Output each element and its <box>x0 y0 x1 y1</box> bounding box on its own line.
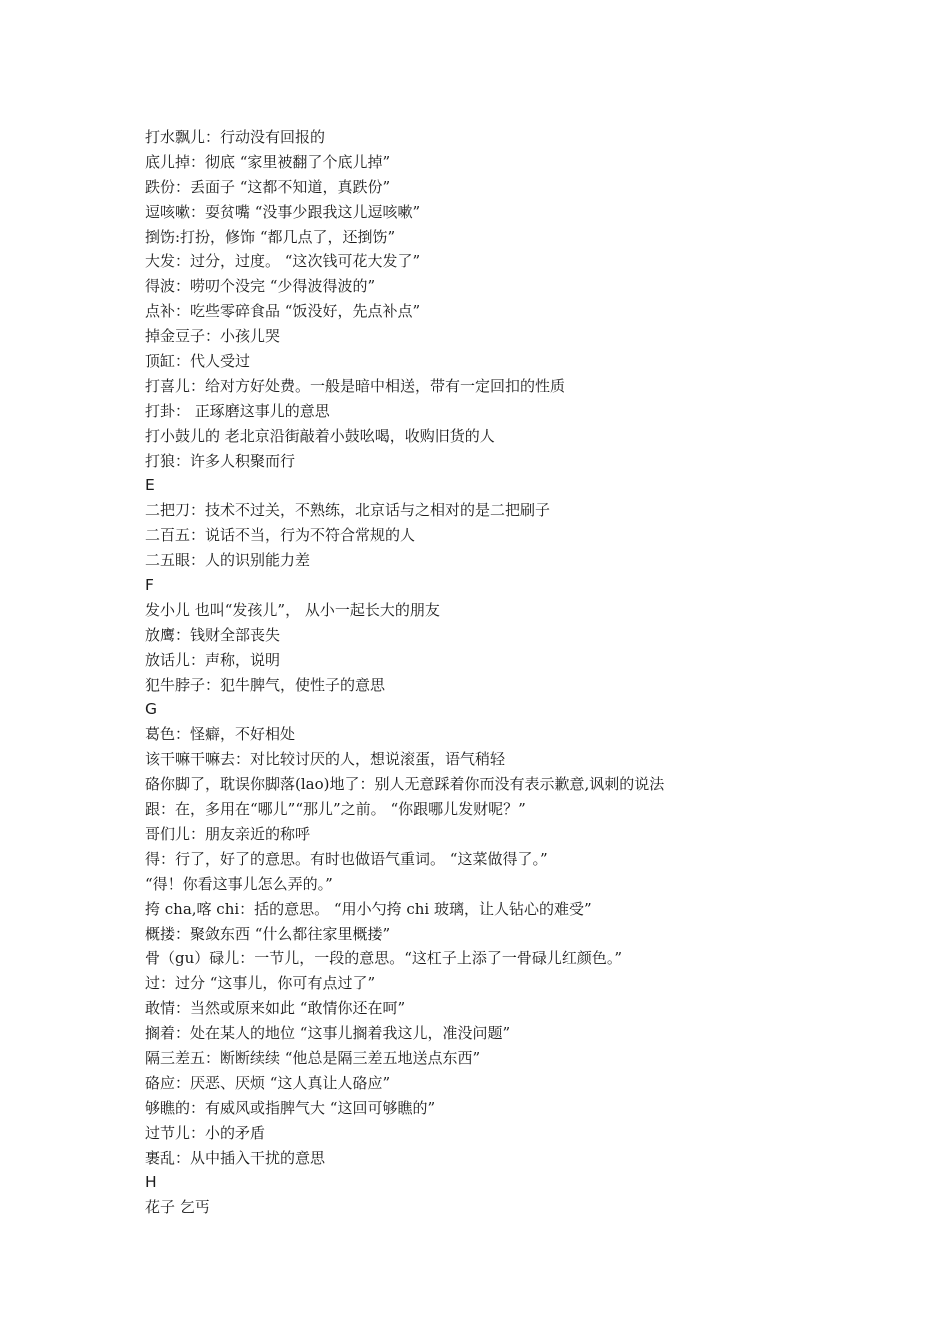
glossary-entry: 打卦： 正琢磨这事儿的意思 <box>145 401 330 420</box>
glossary-entry: 打喜儿：给对方好处费。一般是暗中相送，带有一定回扣的性质 <box>145 376 566 395</box>
glossary-entry: 哥们儿：朋友亲近的称呼 <box>145 824 311 843</box>
glossary-entry: 发小儿 也叫“发孩儿”， 从小一起长大的朋友 <box>145 600 440 619</box>
glossary-entry: 过节儿：小的矛盾 <box>145 1123 266 1142</box>
glossary-entry: 骨（gu）碌儿：一节儿，一段的意思。“这杠子上添了一骨碌儿红颜色。” <box>145 949 623 968</box>
glossary-entry: 二百五：说话不当，行为不符合常规的人 <box>145 526 416 545</box>
glossary-entry: 搁着：处在某人的地位 “这事儿搁着我这儿，准没问题” <box>145 1024 511 1043</box>
glossary-entry: 底儿掉：彻底 “家里被翻了个底儿掉” <box>145 152 391 171</box>
glossary-entry: 硌应：厌恶、厌烦 “这人真让人硌应” <box>145 1073 391 1092</box>
glossary-entry: 打水飘儿：行动没有回报的 <box>145 128 326 146</box>
glossary-entry: 捯饬:打扮，修饰 “都几点了，还捯饬” <box>145 227 396 246</box>
glossary-entry: 二五眼：人的识别能力差 <box>145 551 311 570</box>
glossary-entry: 裹乱：从中插入干扰的意思 <box>145 1148 326 1167</box>
glossary-entry: 跟：在，多用在“哪儿”“那儿”之前。 “你跟哪儿发财呢？” <box>145 800 526 819</box>
section-letter: E <box>145 476 155 495</box>
glossary-entry: 打狼：许多人积聚而行 <box>145 451 296 470</box>
glossary-entry: 花子 乞丐 <box>145 1198 210 1217</box>
glossary-entry: 得：行了，好了的意思。有时也做语气重词。 “这菜做得了。” <box>145 849 548 868</box>
glossary-entry: 打小鼓儿的 老北京沿街敲着小鼓吆喝，收购旧货的人 <box>145 426 495 445</box>
glossary-entry: 放话儿：声称，说明 <box>145 650 281 669</box>
glossary-entry: 顶缸：代人受过 <box>145 352 251 371</box>
glossary-entry: 概搂：聚敛东西 “什么都往家里概搂” <box>145 924 391 943</box>
glossary-entry: 过：过分 “这事儿，你可有点过了” <box>145 974 376 993</box>
glossary-entry: 硌你脚了，耽误你脚落(lao)地了：别人无意踩着你而没有表示歉意,讽刺的说法 <box>145 775 665 794</box>
glossary-entry: 大发：过分，过度。 “这次钱可花大发了” <box>145 252 421 271</box>
section-letter: G <box>145 700 158 719</box>
glossary-entry: 点补：吃些零碎食品 “饭没好，先点补点” <box>145 302 421 321</box>
glossary-entry: 跌份：丢面子 “这都不知道，真跌份” <box>145 177 391 196</box>
glossary-entry: 挎 cha,喀 chi：括的意思。 “用小勺挎 chi 玻璃，让人钻心的难受” <box>145 899 592 918</box>
glossary-entry: 隔三差五：断断续续 “他总是隔三差五地送点东西” <box>145 1048 481 1067</box>
glossary-entry: 逗咳嗽：耍贫嘴 “没事少跟我这儿逗咳嗽” <box>145 202 421 221</box>
glossary-entry: 得波：唠叨个没完 “少得波得波的” <box>145 277 376 296</box>
glossary-entry: 该干嘛干嘛去：对比较讨厌的人，想说滚蛋，语气稍轻 <box>145 750 506 769</box>
glossary-entry: 二把刀：技术不过关，不熟练，北京话与之相对的是二把刷子 <box>145 501 551 520</box>
section-letter: H <box>145 1173 157 1192</box>
glossary-entry: 掉金豆子：小孩儿哭 <box>145 327 281 346</box>
glossary-entry: 葛色：怪癖，不好相处 <box>145 725 296 744</box>
glossary-entry: 犯牛脖子：犯牛脾气，使性子的意思 <box>145 675 386 694</box>
glossary-entry: 够瞧的：有威风或指脾气大 “这回可够瞧的” <box>145 1098 436 1117</box>
section-letter: F <box>145 576 154 595</box>
glossary-entry: 敢情：当然或原来如此 “敢情你还在呵” <box>145 999 406 1018</box>
glossary-entry: “得！你看这事儿怎么弄的。” <box>145 874 333 893</box>
glossary-body <box>145 125 845 1220</box>
glossary-entry: 放鹰：钱财全部丧失 <box>145 625 281 644</box>
